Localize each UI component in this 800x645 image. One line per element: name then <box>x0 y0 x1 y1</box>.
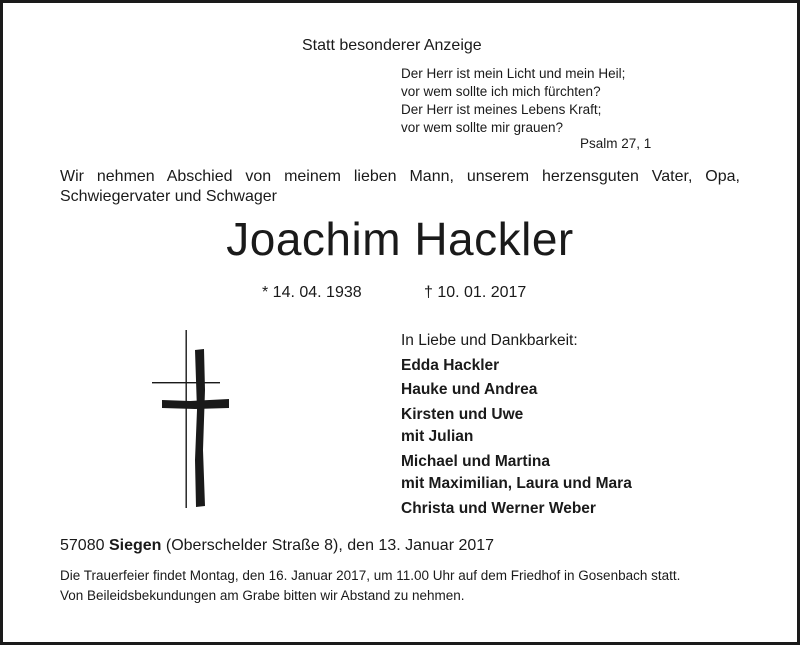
psalm-line: vor wem sollte ich mich fürchten? <box>401 84 601 99</box>
mourner-entry: Edda Hackler <box>401 356 500 374</box>
funeral-notice <box>60 566 680 606</box>
intro-line: Wir nehmen Abschied von meinem lieben Mann, unserem herzensguten Vater, Opa, <box>60 168 740 185</box>
mourner-entry: Kirsten und Uwe <box>401 405 524 423</box>
notice-line: Die Trauerfeier findet Montag, den 16. Januar 2017, um 11.00 Uhr auf dem Friedhof in Gosenbach statt. <box>60 568 681 583</box>
city: Siegen <box>108 537 162 554</box>
deceased-name: Joachim Hackler <box>226 213 574 265</box>
intro-line: Schwiegervater und Schwager <box>60 188 278 205</box>
mourner-entry: Hauke und Andrea <box>401 381 538 398</box>
mourner-entry: Michael und Martina <box>401 452 550 470</box>
mourners-heading: In Liebe und Dankbarkeit: <box>401 332 578 349</box>
mourner-entry: mit Maximilian, Laura und Mara <box>401 475 632 492</box>
notice-line: Von Beileidsbekundungen am Grabe bitten wir Abstand zu nehmen. <box>60 588 465 603</box>
cross-icon <box>150 330 230 510</box>
birth-date: * 14. 04. 1938 <box>262 284 362 301</box>
address-rest: (Oberschelder Straße 8), den 13. Januar 2017 <box>165 537 495 554</box>
mourners-block <box>401 330 632 520</box>
psalm-reference: Psalm 27, 1 <box>580 136 652 151</box>
psalm-quote <box>401 65 625 137</box>
mourner-entry: Christa und Werner Weber <box>401 499 596 517</box>
mourner-entry: mit Julian <box>401 428 474 445</box>
death-date: † 10. 01. 2017 <box>424 284 527 301</box>
intro-text <box>60 167 740 207</box>
header-text: Statt besonderer Anzeige <box>302 37 482 54</box>
psalm-line: Der Herr ist mein Licht und mein Heil; <box>401 66 626 81</box>
address-line <box>60 537 494 555</box>
postcode: 57080 <box>60 537 105 554</box>
psalm-line: Der Herr ist meines Lebens Kraft; <box>401 102 602 117</box>
psalm-line: vor wem sollte mir grauen? <box>401 120 564 135</box>
